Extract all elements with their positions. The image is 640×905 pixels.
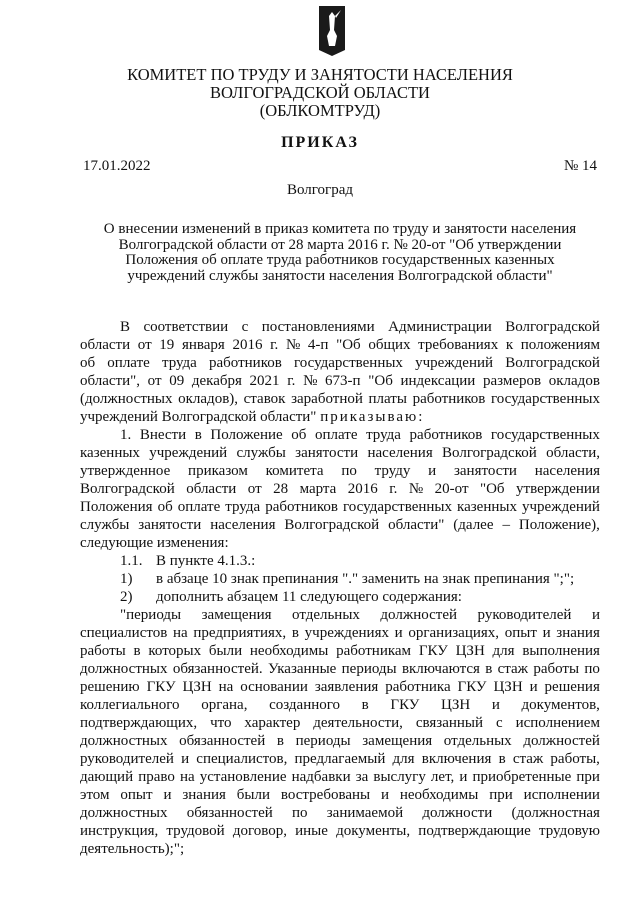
word: населения xyxy=(367,445,433,461)
word: оплате xyxy=(107,355,150,371)
word: право xyxy=(138,769,175,785)
word: подтверждающих, xyxy=(80,715,198,731)
word: труда xyxy=(366,427,401,443)
word: специалистов xyxy=(80,625,168,641)
word: учреждениях xyxy=(304,625,389,641)
justified-line xyxy=(80,714,600,732)
word: и xyxy=(529,679,538,695)
word: по xyxy=(292,805,308,821)
word: предприятиях, xyxy=(193,625,287,641)
justified-line xyxy=(80,750,600,768)
word: (должностная xyxy=(511,805,600,821)
word: Волгоградской xyxy=(505,319,600,335)
word: деятельности, xyxy=(313,715,403,731)
document-subject xyxy=(80,222,600,284)
word: – xyxy=(502,517,510,533)
word: 19 xyxy=(159,337,175,353)
word: занимаемой xyxy=(326,805,404,821)
list-item xyxy=(80,552,600,570)
word: знания xyxy=(556,625,600,641)
word: марта xyxy=(299,481,337,497)
item-number: 2) xyxy=(120,589,133,605)
word: № xyxy=(285,337,301,353)
word: предлагаемый xyxy=(294,751,386,767)
word: положениям xyxy=(520,337,600,353)
word: специалистов, xyxy=(196,751,288,767)
word: востребованы xyxy=(280,787,371,803)
item-number: 1) xyxy=(120,571,133,587)
justified-line xyxy=(80,372,600,390)
word: В xyxy=(120,319,131,335)
word: замещения xyxy=(201,607,272,623)
word: исполнении xyxy=(523,787,600,803)
word: ГКУ xyxy=(390,697,420,713)
word: в xyxy=(498,751,506,767)
word: договор, xyxy=(232,823,287,839)
word: работникам xyxy=(336,643,412,659)
word: соответствии xyxy=(143,319,229,335)
word: от xyxy=(247,481,262,497)
word: должностных xyxy=(80,805,168,821)
word: к xyxy=(505,337,514,353)
word: дающий xyxy=(80,769,134,785)
subject-line: Положения об оплате труда работников государственных казенных xyxy=(125,252,555,268)
word: постановлениями xyxy=(261,319,375,335)
word: работников xyxy=(409,427,483,443)
word: г. xyxy=(389,481,398,497)
item-number: 1.1. xyxy=(120,553,143,569)
word: на xyxy=(173,625,188,641)
word: с xyxy=(241,319,249,335)
justified-line xyxy=(80,498,600,516)
word: созданного xyxy=(269,697,341,713)
word: опыт xyxy=(504,625,537,641)
word: включаются xyxy=(401,661,480,677)
word: необходимы xyxy=(399,787,479,803)
quoted-paragraph xyxy=(80,606,600,858)
word: работников xyxy=(265,499,338,515)
word: ГКУ xyxy=(418,643,448,659)
list-item xyxy=(80,588,600,606)
word: замещения xyxy=(362,733,433,749)
word: органа, xyxy=(201,697,248,713)
word: утвержденное xyxy=(80,463,171,479)
justified-line xyxy=(80,678,600,696)
word: г. xyxy=(287,373,296,389)
item-text: дополнить абзацем 11 следующего содержания: xyxy=(156,589,462,605)
word: 2021 xyxy=(249,373,280,389)
justified-line xyxy=(80,426,600,444)
word: индексации xyxy=(400,373,476,389)
word: обязанностей xyxy=(186,805,273,821)
word: заявления xyxy=(314,679,379,695)
word: труда xyxy=(161,355,197,371)
word: работы, xyxy=(550,751,600,767)
word: надбавки xyxy=(291,769,351,785)
word: работы xyxy=(533,661,580,677)
word: были xyxy=(236,787,271,803)
justified-line xyxy=(80,516,600,534)
word: службы xyxy=(236,445,286,461)
word: должностных xyxy=(80,661,168,677)
word: коллегиального xyxy=(80,697,180,713)
org-line: (ОБЛКОМТРУД) xyxy=(259,101,381,120)
word: опыт xyxy=(120,787,153,803)
word: ЦЗН xyxy=(493,679,523,695)
word: работников xyxy=(209,355,282,371)
word: иные xyxy=(295,823,328,839)
word: знания xyxy=(182,787,226,803)
list-item xyxy=(80,570,600,588)
word: (должностных xyxy=(80,391,173,407)
word: 20-от xyxy=(434,481,469,497)
word: размеров xyxy=(482,373,542,389)
word: оплате xyxy=(314,427,358,443)
word: занятости xyxy=(295,445,359,461)
word: и xyxy=(459,769,468,785)
word: отдельных xyxy=(443,733,512,749)
word: Положение xyxy=(210,427,283,443)
word: оплате xyxy=(177,499,221,515)
word: и xyxy=(491,697,500,713)
word: (далее xyxy=(453,517,494,533)
word: Положения xyxy=(80,499,153,515)
justified-line xyxy=(80,786,600,804)
org-line: ВОЛГОГРАДСКОЙ ОБЛАСТИ xyxy=(210,83,430,102)
word: отдельных xyxy=(292,607,360,623)
document-city: Волгоград xyxy=(286,182,353,198)
word: решения xyxy=(544,679,600,695)
word: казенных xyxy=(80,445,140,461)
word: решению xyxy=(80,679,140,695)
word: требованиях xyxy=(418,337,499,353)
word: и xyxy=(542,625,551,641)
justified-line xyxy=(80,480,600,498)
word: периоды xyxy=(295,733,351,749)
word: работы xyxy=(80,643,126,659)
paragraph-last-line: деятельность);"; xyxy=(80,841,185,857)
subject-line: учреждений службы занятости населения Волгоградской области" xyxy=(127,267,553,284)
word: труду xyxy=(374,463,411,479)
word: работника xyxy=(385,679,451,695)
justified-line xyxy=(80,606,600,624)
word: и xyxy=(591,607,600,623)
word: инструкция, xyxy=(80,823,159,839)
word: и xyxy=(181,751,190,767)
word: лет, xyxy=(430,769,455,785)
paragraph-last-line xyxy=(80,408,600,426)
word: платы xyxy=(368,391,407,407)
word: ЦЗН xyxy=(441,697,471,713)
justified-line xyxy=(80,318,600,336)
word: необходимы xyxy=(249,643,329,659)
justified-line xyxy=(80,444,600,462)
word: окладов xyxy=(548,373,600,389)
word: для xyxy=(392,751,415,767)
paragraph-last-line: следующие изменения: xyxy=(80,535,229,551)
word: трудовую xyxy=(538,823,600,839)
word: 673-п xyxy=(325,373,361,389)
word: документы, xyxy=(336,823,411,839)
word: государственных xyxy=(293,355,403,371)
word: обязанностей. xyxy=(172,661,263,677)
justified-line xyxy=(80,462,600,480)
word: населения xyxy=(210,517,276,533)
word: и xyxy=(163,787,172,803)
word: ЦЗН xyxy=(455,643,485,659)
word: казенных xyxy=(457,499,517,515)
word: об xyxy=(80,355,96,371)
word: выслугу xyxy=(373,769,426,785)
word: учреждений xyxy=(149,445,228,461)
word: ЦЗН xyxy=(182,679,212,695)
word: в xyxy=(291,625,299,641)
document-date: 17.01.2022 xyxy=(83,158,151,174)
word: периоды xyxy=(341,661,397,677)
word: труда xyxy=(225,499,261,515)
word: руководителей xyxy=(80,751,174,767)
word: окладов), xyxy=(178,391,239,407)
organization-name xyxy=(0,66,640,120)
justified-line xyxy=(80,732,600,750)
document-title: ПРИКАЗ xyxy=(281,134,359,151)
document-body xyxy=(80,318,600,858)
word: за xyxy=(355,769,369,785)
word: Волгоградской xyxy=(284,517,380,533)
word: службы xyxy=(80,517,130,533)
text-span: учреждений Волгоградской области" xyxy=(80,409,317,425)
word: утверждении xyxy=(516,481,600,497)
word: на xyxy=(179,769,195,785)
justified-line xyxy=(80,804,600,822)
word: комитета xyxy=(265,463,324,479)
subject-line: О внесении изменений в приказ комитета по труду и занятости населения xyxy=(103,221,577,237)
word: в xyxy=(361,697,369,713)
word: в xyxy=(133,643,141,659)
word: "Об xyxy=(479,481,505,497)
word: характер xyxy=(244,715,301,731)
word: Администрации xyxy=(388,319,492,335)
word: на xyxy=(218,679,234,695)
word: об xyxy=(157,499,173,515)
word: стаж xyxy=(497,661,529,677)
word: включения xyxy=(421,751,492,767)
word: для xyxy=(492,643,515,659)
word: стаж xyxy=(512,751,544,767)
justified-line xyxy=(80,624,600,642)
word: занятости xyxy=(453,463,517,479)
word: организациях, xyxy=(408,625,500,641)
word: установление xyxy=(199,769,287,785)
justified-line xyxy=(80,390,600,408)
document-number: № 14 xyxy=(563,158,597,174)
word: приказом xyxy=(188,463,248,479)
justified-line xyxy=(80,642,600,660)
word: ГКУ xyxy=(457,679,487,695)
volgograd-emblem-icon xyxy=(319,6,345,56)
word: занятости xyxy=(138,517,202,533)
justified-line xyxy=(80,768,600,786)
word: работников xyxy=(412,391,486,407)
justified-line xyxy=(80,354,600,372)
word: подтверждающие xyxy=(418,823,531,839)
word: при xyxy=(489,787,513,803)
word: должностных xyxy=(80,733,168,749)
paragraph-2 xyxy=(80,426,600,552)
word: должности xyxy=(422,805,493,821)
item-text: В пункте 4.1.3.: xyxy=(156,553,256,569)
orders-word: приказываю: xyxy=(320,409,425,425)
word: документов, xyxy=(521,697,600,713)
word: Положение), xyxy=(518,517,600,533)
word: учреждений xyxy=(522,499,600,515)
word: "Об xyxy=(368,373,393,389)
word: "Об xyxy=(336,337,361,353)
word: которых xyxy=(148,643,202,659)
word: 28 xyxy=(273,481,289,497)
justified-line xyxy=(80,822,600,840)
word: общих xyxy=(368,337,411,353)
word: руководителей xyxy=(477,607,572,623)
word: с xyxy=(495,715,503,731)
word: заработной xyxy=(291,391,363,407)
word: по xyxy=(584,661,600,677)
word: об xyxy=(291,427,307,443)
paragraph-1 xyxy=(80,318,600,426)
word: от xyxy=(147,373,162,389)
word: 2016 xyxy=(232,337,263,353)
word: № xyxy=(408,481,424,497)
word: трудовой xyxy=(166,823,225,839)
word: 1. xyxy=(120,427,132,443)
justified-line xyxy=(80,696,600,714)
word: и xyxy=(428,463,437,479)
word: декабря xyxy=(191,373,242,389)
word: Внести xyxy=(139,427,187,443)
word: № xyxy=(303,373,318,389)
word: и xyxy=(394,625,403,641)
word: области, xyxy=(546,445,600,461)
justified-line xyxy=(80,336,600,354)
word: области" xyxy=(388,517,445,533)
item-text: в абзаце 10 знак препинания "." заменить на знак препинания ";"; xyxy=(156,571,575,587)
word: что xyxy=(210,715,232,731)
word: должностей xyxy=(380,607,458,623)
word: Указанные xyxy=(267,661,337,677)
word: приобретенные xyxy=(472,769,572,785)
word: в xyxy=(485,661,493,677)
word: области", xyxy=(80,373,141,389)
subject-line: Волгоградской области от 28 марта 2016 г. № 20-от "Об утверждении xyxy=(118,236,562,253)
word: были xyxy=(208,643,243,659)
word: выполнения xyxy=(522,643,600,659)
word: г. xyxy=(270,337,279,353)
word: основании xyxy=(240,679,308,695)
word: населения xyxy=(534,463,600,479)
word: ставок xyxy=(243,391,286,407)
word: и xyxy=(380,787,389,803)
word: ГКУ xyxy=(146,679,176,695)
word: по xyxy=(341,463,357,479)
word: области xyxy=(80,337,131,353)
word: в xyxy=(194,427,202,443)
word: учреждений xyxy=(415,355,494,371)
word: Волгоградской xyxy=(80,481,175,497)
word: 4-п xyxy=(307,337,329,353)
org-line: КОМИТЕТ ПО ТРУДУ И ЗАНЯТОСТИ НАСЕЛЕНИЯ xyxy=(127,65,513,84)
word: Волгоградской xyxy=(442,445,537,461)
word: при xyxy=(576,769,600,785)
word: от xyxy=(137,337,152,353)
word: Волгоградской xyxy=(505,355,600,371)
word: государственных xyxy=(491,391,600,407)
word: этом xyxy=(80,787,110,803)
word: области xyxy=(186,481,237,497)
word: 09 xyxy=(169,373,185,389)
justified-line xyxy=(80,660,600,678)
word: января xyxy=(181,337,225,353)
word: "периоды xyxy=(120,607,182,623)
word: в xyxy=(276,733,284,749)
word: должностей xyxy=(523,733,600,749)
word: государственных xyxy=(490,427,600,443)
word: государственных xyxy=(343,499,452,515)
word: исполнением xyxy=(515,715,600,731)
word: связанный xyxy=(415,715,484,731)
word: обязанностей xyxy=(179,733,266,749)
word: 2016 xyxy=(347,481,378,497)
